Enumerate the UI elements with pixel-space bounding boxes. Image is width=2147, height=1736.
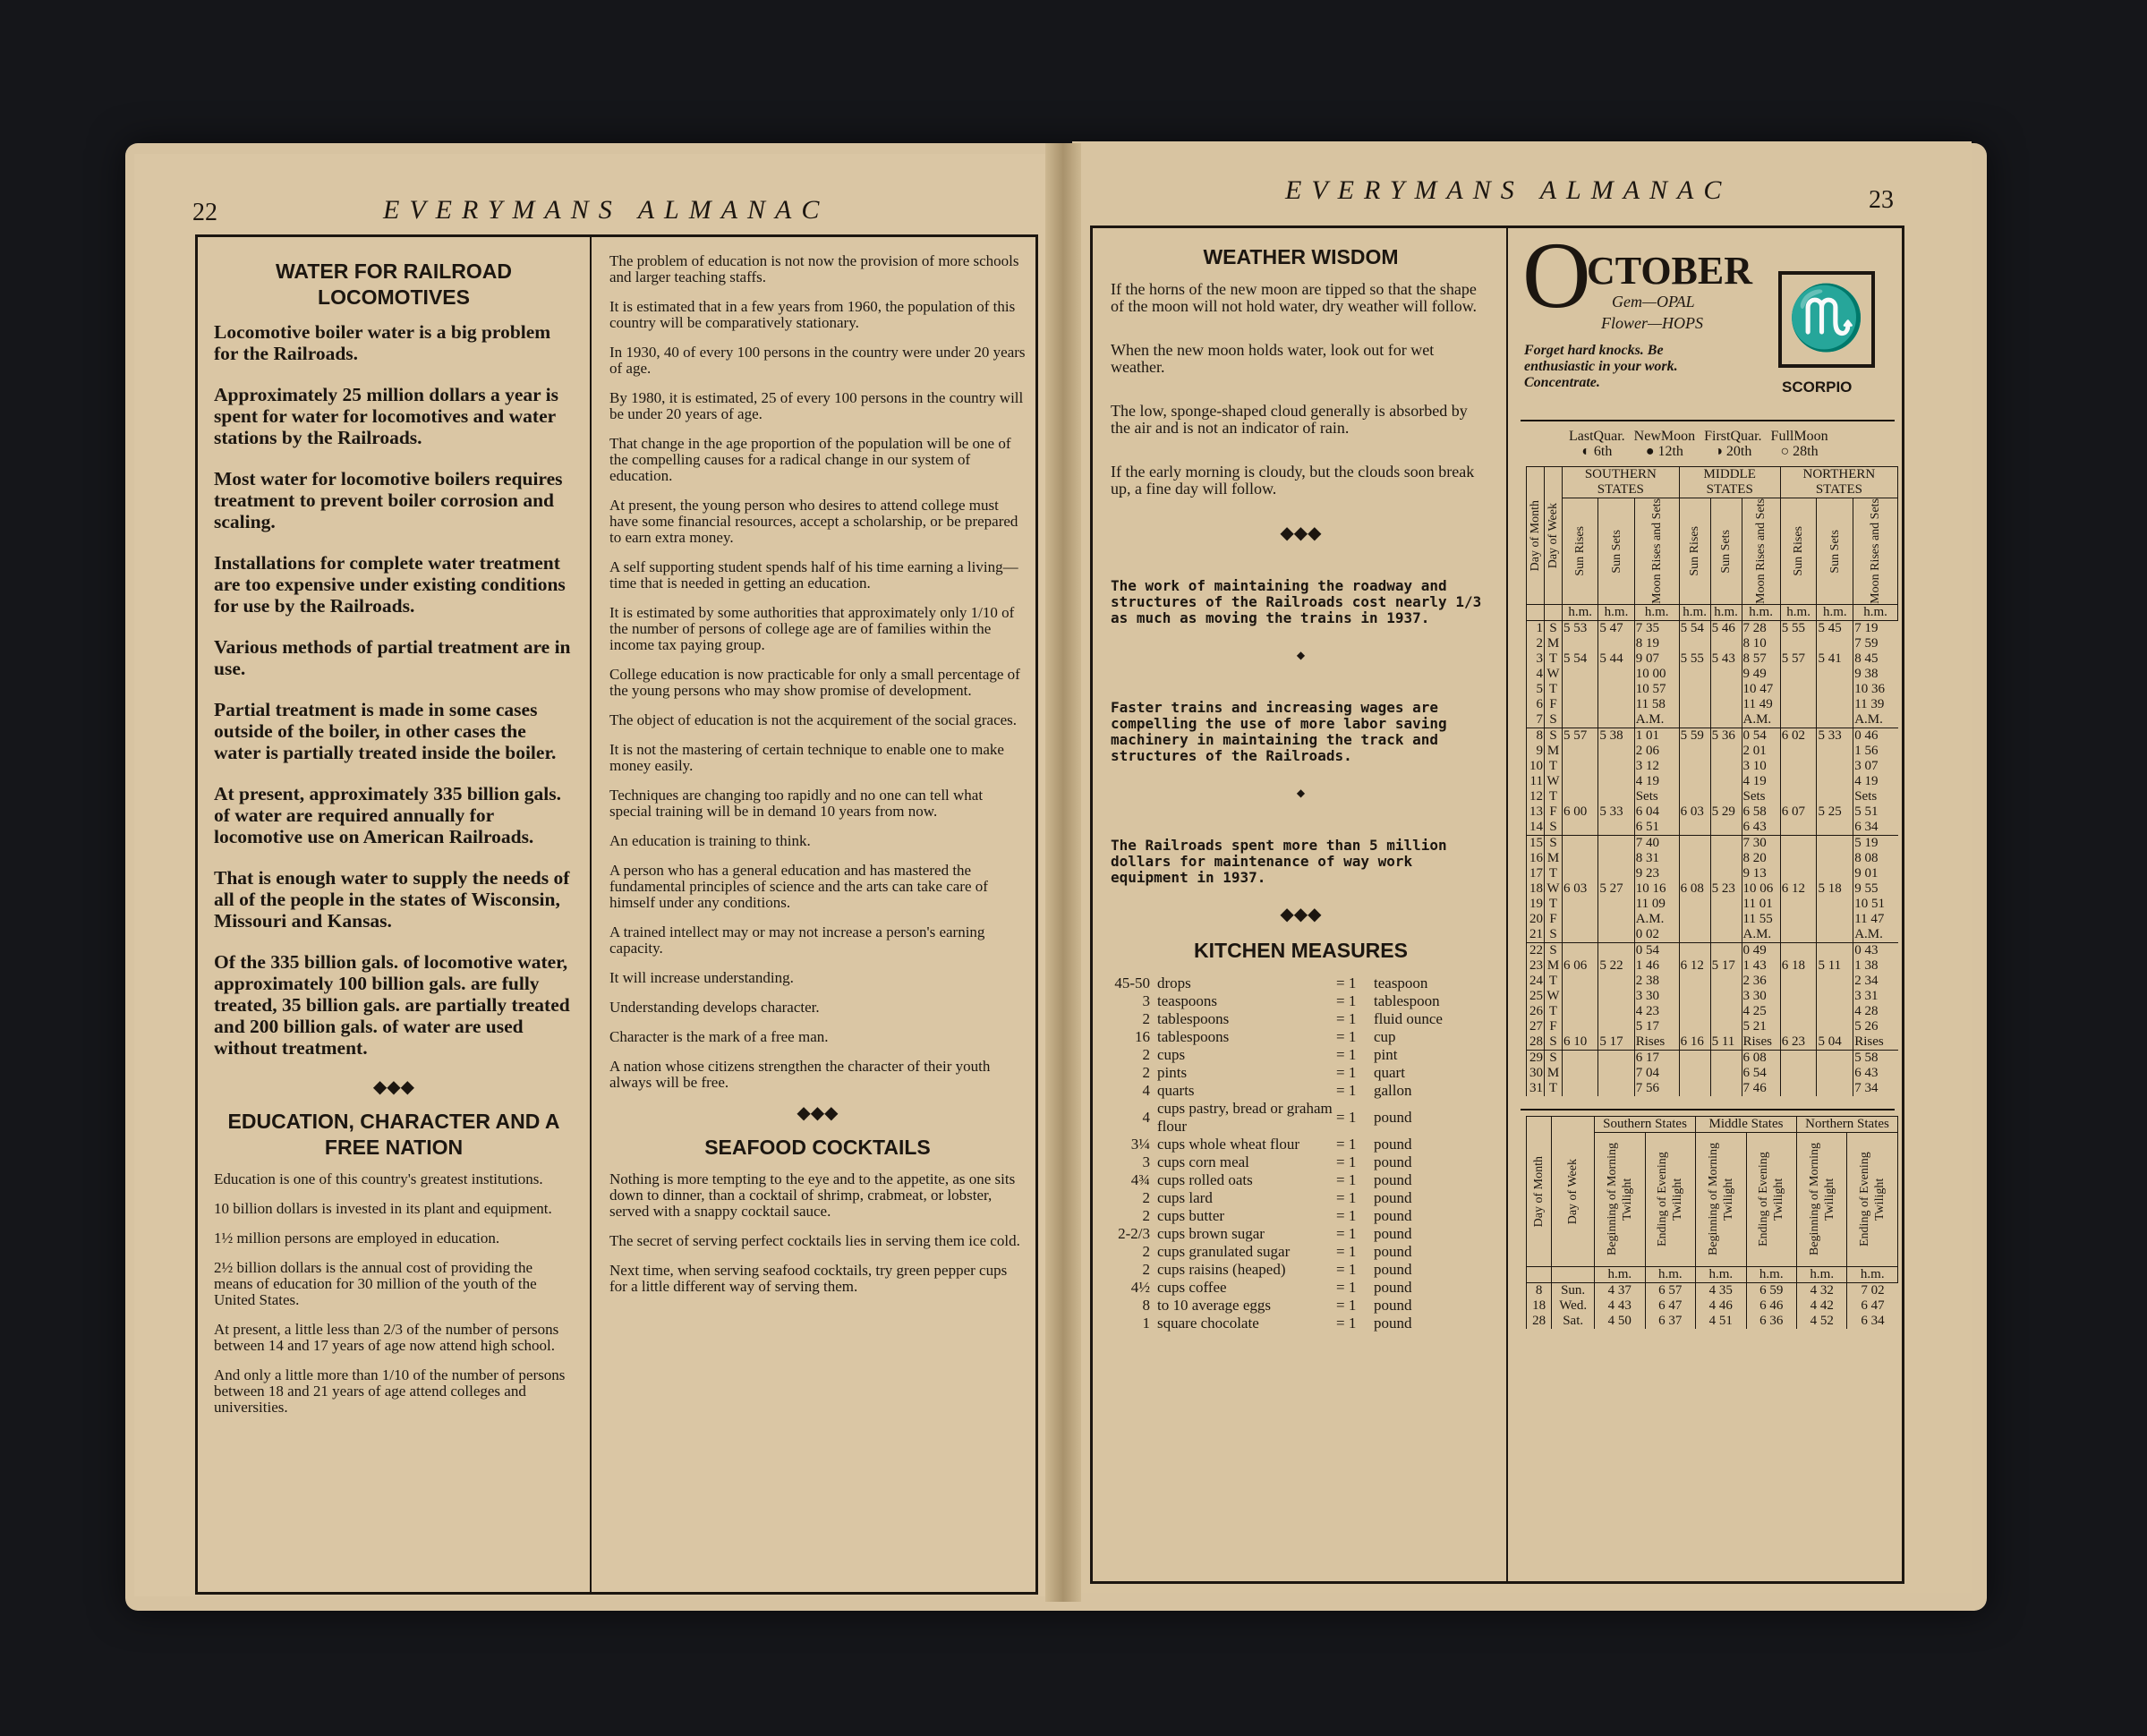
education-paragraph: At present, a little less than 2/3 of the number of persons between 14 and 17 years of age now attend high school.: [214, 1321, 559, 1354]
kitchen-measure-row: 4½ cups coffee = 1 pound: [1130, 1279, 1412, 1296]
unit-label: h.m.: [1780, 604, 1817, 620]
education-paragraph: Education is one of this country's greatest institutions.: [214, 1170, 543, 1187]
railroad-fact: Faster trains and increasing wages are compelling the use of more labor saving machinery in maintaining the track and structures of the Railroads.: [1111, 699, 1447, 764]
education-paragraph: The object of education is not the acquirement of the social graces.: [609, 711, 1018, 728]
col-day-of-week: Day of Week: [1545, 467, 1563, 605]
education-paragraphs: [214, 1171, 574, 1416]
twilight-region: Southern States: [1595, 1116, 1696, 1132]
railroad-paragraph: Approximately 25 million dollars a year is spent for water for locomotives and water stations by the Railroads.: [214, 384, 559, 448]
twilight-col-header: Beginning of Morning Twilight: [1797, 1132, 1847, 1266]
month-name: CTOBER: [1587, 249, 1753, 293]
education-paragraph: At present, the young person who desires to attend college must have some financial resources, accept a scholarship, or be prepared to earn extra money.: [609, 497, 1018, 546]
twilight-col-header: Ending of Evening Twilight: [1847, 1132, 1898, 1266]
seafood-paragraphs: [609, 1171, 1026, 1295]
calendar-day-row: 7 S A.M. A.M. A.M.: [1527, 712, 1898, 728]
calendar-day-row: 6 F 11 58 11 49 11 39: [1527, 697, 1898, 712]
kitchen-measure-row: 2 cups lard = 1 pound: [1142, 1189, 1412, 1206]
october-header: [1513, 223, 1902, 411]
diamond-ornament-icon: ◆◆◆: [797, 1103, 839, 1123]
page-number-right: 23: [1869, 186, 1894, 214]
twilight-row: 8 Sun. 4 37 6 57 4 35 6 59 4 32 7 02: [1527, 1282, 1898, 1298]
calendar-day-row: 3 T 5 54 5 44 9 07 5 55 5 43 8 57 5 57 5 41 8 45: [1527, 651, 1898, 667]
education-paragraph: It is not the mastering of certain technique to enable one to make money easily.: [609, 741, 1004, 774]
diamond-ornament-icon: ◆◆◆: [372, 1077, 415, 1097]
railroad-section: [214, 255, 574, 1429]
unit-label: h.m.: [1797, 1266, 1847, 1282]
diamond-ornament-icon: ◆◆◆: [1280, 905, 1322, 924]
running-header-left: EVERYMANS ALMANAC: [383, 195, 830, 225]
calendar-day-row: 19 T 11 09 11 01 10 51: [1527, 897, 1898, 912]
unit-label: h.m.: [1853, 604, 1898, 620]
unit-label: h.m.: [1710, 604, 1742, 620]
column-header: Moon Rises and Sets: [1634, 498, 1679, 605]
calendar-day-row: 1 S 5 53 5 47 7 35 5 54 5 46 7 28 5 55 5 45 7 19: [1527, 620, 1898, 636]
column-header: Sun Rises: [1679, 498, 1710, 605]
book-gutter: [1045, 143, 1081, 1602]
twilight-col-header: Ending of Evening Twilight: [1645, 1132, 1695, 1266]
calendar-day-row: 11 W 4 19 4 19 4 19: [1527, 774, 1898, 789]
education-continued: [609, 253, 1026, 1308]
education-paragraph: 2½ billion dollars is the annual cost of providing the means of education for 30 million of the youth of the United States.: [214, 1259, 537, 1308]
diamond-ornament-icon: ◆◆◆: [1280, 523, 1322, 543]
calendar-day-row: 13 F 6 00 5 33 6 04 6 03 5 29 6 58 6 07 5 25 5 51: [1527, 804, 1898, 820]
zodiac-label: SCORPIO: [1782, 379, 1853, 396]
moon-phase: FirstQuar. ◑ 20th: [1704, 429, 1762, 459]
unit-label: h.m.: [1598, 604, 1634, 620]
calendar-day-row: 31 T 7 56 7 46 7 34: [1527, 1081, 1898, 1096]
calendar-day-row: 22 S 0 54 0 49 0 43: [1527, 942, 1898, 958]
twilight-week-header: Day of Week: [1552, 1116, 1595, 1266]
education-paragraph: By 1980, it is estimated, 25 of every 100 persons in the country will be under 20 years of age.: [609, 389, 1024, 422]
railroad-paragraph: Most water for locomotive boilers requires treatment to prevent boiler corrosion and scaling.: [214, 468, 563, 532]
railroad-paragraph: Locomotive boiler water is a big problem for the Railroads.: [214, 321, 551, 364]
twilight-col-header: Ending of Evening Twilight: [1746, 1132, 1796, 1266]
kitchen-measure-row: 2 cups granulated sugar = 1 pound: [1142, 1243, 1412, 1260]
education-paragraph: A person who has a general education and has mastered the fundamental principles of science and the arts can take care of himself under any conditions.: [609, 862, 988, 911]
unit-label: h.m.: [1746, 1266, 1796, 1282]
left-page-frame: [195, 234, 1038, 1595]
kitchen-measure-row: 2 pints = 1 quart: [1142, 1064, 1405, 1081]
education-heading: EDUCATION, CHARACTER AND A FREE NATION: [227, 1110, 560, 1159]
kitchen-measure-row: 3 cups corn meal = 1 pound: [1142, 1153, 1412, 1170]
railroad-paragraph: That is enough water to supply the needs of all of the people in the states of Wisconsin, Missouri and Kansas.: [214, 867, 570, 932]
kitchen-measure-row: 1 square chocolate = 1 pound: [1142, 1315, 1412, 1332]
kitchen-measures-table: [1111, 974, 1491, 1332]
calendar-day-row: 27 F 5 17 5 21 5 26: [1527, 1019, 1898, 1034]
calendar-day-row: 5 T 10 57 10 47 10 36: [1527, 682, 1898, 697]
calendar-day-row: 17 T 9 23 9 13 9 01: [1527, 866, 1898, 881]
calendar-day-row: 20 F A.M. 11 55 11 47: [1527, 912, 1898, 927]
column-rule: [1506, 228, 1508, 1581]
kitchen-measure-row: 2 tablespoons = 1 fluid ounce: [1142, 1010, 1443, 1027]
kitchen-measure-row: 4¾ cups rolled oats = 1 pound: [1130, 1171, 1412, 1188]
scorpio-icon: ♏: [1778, 271, 1875, 368]
calendar-day-row: 16 M 8 31 8 20 8 08: [1527, 851, 1898, 866]
education-paragraph: A self supporting student spends half of his time earning a living—time that is needed in getting an education.: [609, 558, 1018, 591]
sun-moon-table: [1526, 466, 1898, 1096]
weather-section: [1111, 241, 1491, 1332]
calendar-day-row: 23 M 6 06 5 22 1 46 6 12 5 17 1 43 6 18 5 11 1 38: [1527, 958, 1898, 974]
education-paragraph: An education is training to think.: [609, 832, 811, 849]
region-header: NORTHERN STATES: [1780, 467, 1897, 498]
flower-label: Flower—HOPS: [1601, 314, 1703, 332]
kitchen-measure-row: 8 to 10 average eggs = 1 pound: [1142, 1297, 1412, 1314]
kitchen-measure-row: 45-50 drops = 1 teaspoon: [1114, 974, 1428, 991]
education-paragraph: A nation whose citizens strengthen the character of their youth always will be free.: [609, 1058, 991, 1091]
weather-paragraph: If the horns of the new moon are tipped so that the shape of the moon will not hold water, dry weather will follow.: [1111, 280, 1478, 315]
railroad-fact: The Railroads spent more than 5 million dollars for maintenance of way work equipment in 1937.: [1111, 837, 1447, 886]
twilight-day-header: Day of Month: [1527, 1116, 1552, 1266]
weather-heading: WEATHER WISDOM: [1203, 245, 1399, 268]
twilight-row: 18 Wed. 4 43 6 47 4 46 6 46 4 42 6 47: [1527, 1298, 1898, 1314]
running-header-right: EVERYMANS ALMANAC: [1285, 175, 1732, 205]
railroad-fact: The work of maintaining the roadway and structures of the Railroads cost nearly 1/3 as much as moving the trains in 1937.: [1111, 577, 1482, 626]
unit-label: h.m.: [1847, 1266, 1898, 1282]
column-header: Sun Sets: [1598, 498, 1634, 605]
calendar-day-row: 18 W 6 03 5 27 10 16 6 08 5 23 10 06 6 12 5 18 9 55: [1527, 881, 1898, 897]
unit-label: h.m.: [1742, 604, 1780, 620]
column-header: Moon Rises and Sets: [1853, 498, 1898, 605]
kitchen-measure-row: 4 cups pastry, bread or graham flour = 1 pound: [1142, 1100, 1412, 1135]
kitchen-measure-row: 4 quarts = 1 gallon: [1142, 1082, 1412, 1099]
col-day-of-month: Day of Month: [1527, 467, 1545, 605]
twilight-region: Middle States: [1696, 1116, 1797, 1132]
calendar-day-row: 14 S 6 51 6 43 6 34: [1527, 820, 1898, 836]
unit-label: h.m.: [1634, 604, 1679, 620]
column-header: Sun Rises: [1780, 498, 1817, 605]
column-rule: [590, 237, 592, 1592]
region-header: MIDDLE STATES: [1679, 467, 1780, 498]
month-motto: Forget hard knocks. Be enthusiastic in your work. Concentrate.: [1524, 343, 1678, 390]
education-continued-paragraphs: [609, 253, 1026, 1091]
twilight-table: [1526, 1116, 1898, 1329]
seafood-heading: SEAFOOD COCKTAILS: [704, 1136, 931, 1159]
education-paragraph: The problem of education is not now the provision of more schools and larger teaching staffs.: [609, 252, 1019, 285]
october-calendar: [1513, 223, 1902, 1329]
kitchen-heading: KITCHEN MEASURES: [1194, 939, 1408, 962]
month-initial: O: [1522, 223, 1591, 328]
calendar-day-row: 30 M 7 04 6 54 6 43: [1527, 1066, 1898, 1081]
calendar-day-row: 24 T 2 38 2 36 2 34: [1527, 974, 1898, 989]
moon-phase: FullMoon ○ 28th: [1770, 429, 1828, 459]
gem-label: Gem—OPAL: [1612, 293, 1695, 311]
education-paragraph: 10 billion dollars is invested in its plant and equipment.: [214, 1200, 552, 1217]
column-header: Sun Sets: [1817, 498, 1853, 605]
education-paragraph: That change in the age proportion of the population will be one of the compelling causes for a radical change in our system of education.: [609, 435, 1011, 484]
calendar-day-row: 15 S 7 40 7 30 5 19: [1527, 835, 1898, 851]
education-paragraph: Techniques are changing too rapidly and no one can tell what special training will be in demand 10 years from now.: [609, 787, 984, 820]
calendar-day-row: 4 W 10 00 9 49 9 38: [1527, 667, 1898, 682]
railroad-paragraph: Various methods of partial treatment are in use.: [214, 636, 571, 679]
weather-paragraph: When the new moon holds water, look out for wet weather.: [1111, 341, 1435, 376]
railroad-paragraph: Partial treatment is made in some cases outside of the boiler, in other cases the water is partially treated inside the boiler.: [214, 699, 557, 763]
region-header: SOUTHERN STATES: [1563, 467, 1680, 498]
unit-label: h.m.: [1679, 604, 1710, 620]
education-paragraph: It is estimated by some authorities that approximately only 1/10 of the number of persons of college age are of families within the income tax paying group.: [609, 604, 1015, 653]
education-paragraph: College education is now practicable for only a small percentage of the young persons who may show promise of development.: [609, 666, 1020, 699]
education-paragraph: A trained intellect may or may not increase a person's earning capacity.: [609, 923, 985, 957]
kitchen-measure-row: 16 tablespoons = 1 cup: [1135, 1028, 1396, 1045]
weather-paragraphs: [1111, 281, 1491, 498]
moon-phase: NewMoon ● 12th: [1633, 429, 1696, 459]
kitchen-measure-row: 2-2/3 cups brown sugar = 1 pound: [1118, 1225, 1412, 1242]
calendar-day-row: 28 S 6 10 5 17 Rises 6 16 5 11 Rises 6 23 5 04 Rises: [1527, 1034, 1898, 1051]
twilight-region: Northern States: [1797, 1116, 1898, 1132]
calendar-day-row: 10 T 3 12 3 10 3 07: [1527, 759, 1898, 774]
unit-label: h.m.: [1696, 1266, 1746, 1282]
weather-paragraph: The low, sponge-shaped cloud generally is absorbed by the air and is not an indicator of rain.: [1111, 402, 1468, 437]
calendar-day-row: 26 T 4 23 4 25 4 28: [1527, 1004, 1898, 1019]
calendar-day-row: 29 S 6 17 6 08 5 58: [1527, 1050, 1898, 1066]
column-header: Moon Rises and Sets: [1742, 498, 1780, 605]
seafood-paragraph: Nothing is more tempting to the eye and to the appetite, as one sits down to dinner, than a cocktail of shrimp, crabmeat, or lobster, served with a snappy cocktail sauce.: [609, 1170, 1016, 1220]
education-paragraph: It will increase understanding.: [609, 969, 794, 986]
education-paragraph: Character is the mark of a free man.: [609, 1028, 829, 1045]
right-page-frame: [1090, 223, 1904, 1584]
kitchen-measure-row: 3¼ cups whole wheat flour = 1 pound: [1130, 1136, 1412, 1153]
seafood-paragraph: Next time, when serving seafood cocktails, try green pepper cups for a little different way of serving them.: [609, 1262, 1008, 1295]
unit-label: h.m.: [1645, 1266, 1695, 1282]
railroad-paragraph: Installations for complete water treatment are too expensive under existing conditions for use by the Railroads.: [214, 552, 566, 617]
twilight-col-header: Beginning of Morning Twilight: [1696, 1132, 1746, 1266]
kitchen-measure-row: 2 cups = 1 pint: [1142, 1046, 1398, 1063]
diamond-ornament-icon: ◆: [1296, 649, 1306, 661]
railroad-paragraph: At present, approximately 335 billion gals. of water are required annually for locomotive use on American Railroads.: [214, 783, 562, 847]
calendar-day-row: 25 W 3 30 3 30 3 31: [1527, 989, 1898, 1004]
twilight-row: 28 Sat. 4 50 6 37 4 51 6 36 4 52 6 34: [1527, 1314, 1898, 1329]
kitchen-measure-row: 2 cups butter = 1 pound: [1142, 1207, 1412, 1224]
moon-phases: [1513, 421, 1902, 461]
calendar-day-row: 2 M 8 19 8 10 7 59: [1527, 636, 1898, 651]
railroad-paragraphs: [214, 321, 574, 1059]
twilight-col-header: Beginning of Morning Twilight: [1595, 1132, 1645, 1266]
calendar-day-row: 8 S 5 57 5 38 1 01 5 59 5 36 0 54 6 02 5 33 0 46: [1527, 728, 1898, 744]
railroad-paragraph: Of the 335 billion gals. of locomotive water, approximately 100 billion gals. are fully treated, 35 billion gals. are partially treated and 200 billion gals. of water are used without treatment.: [214, 951, 570, 1059]
calendar-day-row: 9 M 2 06 2 01 1 56: [1527, 744, 1898, 759]
kitchen-measure-row: 2 cups raisins (heaped) = 1 pound: [1142, 1261, 1412, 1278]
moon-phase: LastQuar. ◐ 6th: [1569, 429, 1625, 459]
unit-label: h.m.: [1817, 604, 1853, 620]
column-header: Sun Rises: [1563, 498, 1598, 605]
education-paragraph: It is estimated that in a few years from 1960, the population of this country will be comparatively stationary.: [609, 298, 1016, 331]
unit-label: h.m.: [1595, 1266, 1645, 1282]
unit-label: h.m.: [1563, 604, 1598, 620]
railroad-heading: WATER FOR RAILROAD LOCOMOTIVES: [275, 260, 513, 309]
education-paragraph: In 1930, 40 of every 100 persons in the country were under 20 years of age.: [609, 344, 1026, 377]
page-number-left: 22: [192, 199, 217, 226]
education-paragraph: 1½ million persons are employed in education.: [214, 1230, 500, 1247]
weather-paragraph: If the early morning is cloudy, but the clouds soon break up, a fine day will follow.: [1111, 463, 1475, 498]
calendar-day-row: 21 S 0 02 A.M. A.M.: [1527, 927, 1898, 943]
education-paragraph: Understanding develops character.: [609, 999, 820, 1016]
railroad-facts: [1111, 578, 1491, 886]
diamond-ornament-icon: ◆: [1296, 787, 1306, 799]
column-header: Sun Sets: [1710, 498, 1742, 605]
kitchen-measure-row: 3 teaspoons = 1 tablespoon: [1142, 992, 1440, 1009]
education-paragraph: And only a little more than 1/10 of the number of persons between 18 and 21 years of age attend colleges and universities.: [214, 1366, 566, 1416]
seafood-paragraph: The secret of serving perfect cocktails lies in serving them ice cold.: [609, 1232, 1020, 1249]
calendar-day-row: 12 T Sets Sets Sets: [1527, 789, 1898, 804]
